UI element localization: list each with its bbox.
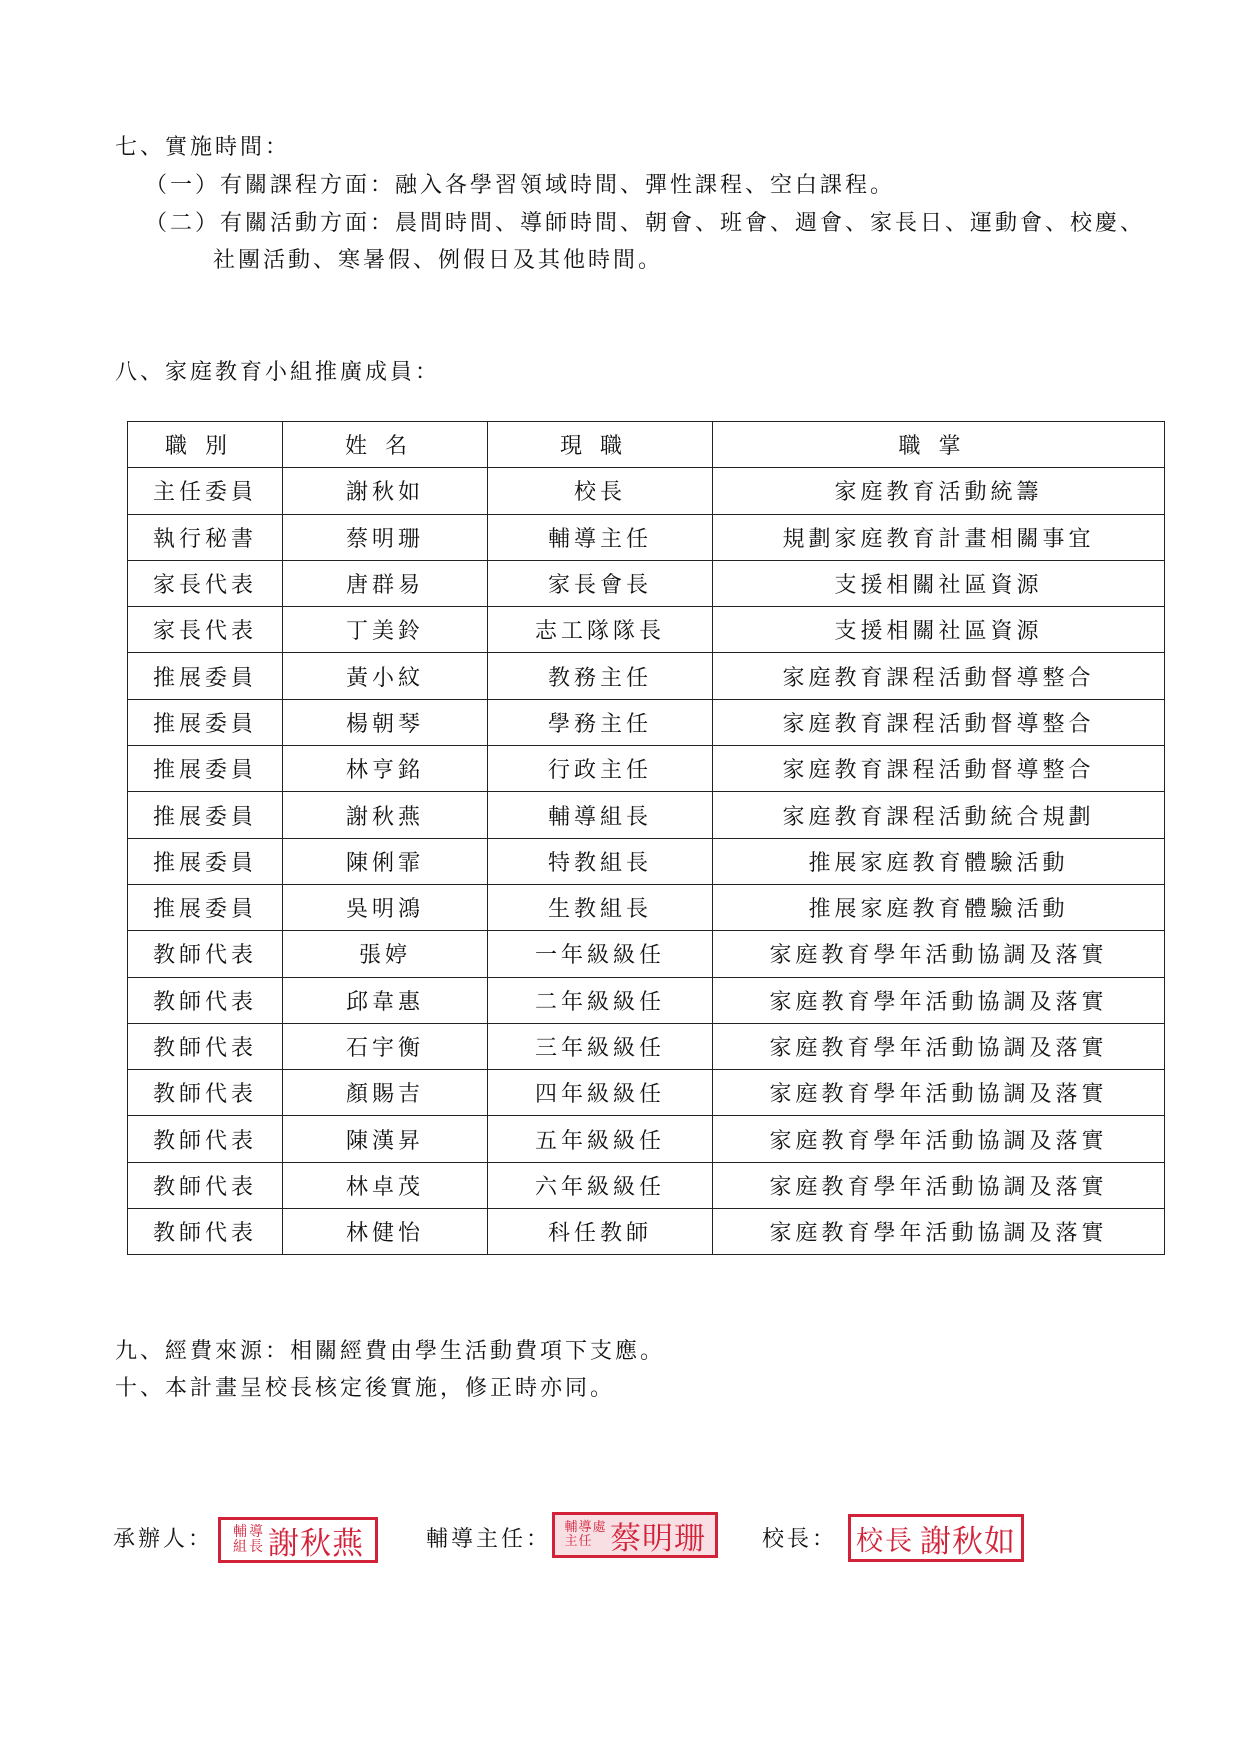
cell-position: 六年級級任 xyxy=(488,1162,713,1208)
table-row xyxy=(128,977,1165,1023)
cell-position: 輔導主任 xyxy=(488,514,713,560)
handler-seal-name: 謝秋燕 xyxy=(268,1525,364,1562)
table-row xyxy=(128,884,1165,930)
table-header-row xyxy=(128,422,1165,468)
cell-role: 推展委員 xyxy=(128,884,283,930)
cell-role: 教師代表 xyxy=(128,977,283,1023)
handler-seal-stamp xyxy=(218,1517,378,1563)
table-row xyxy=(128,560,1165,606)
cell-name: 丁美鈴 xyxy=(283,607,488,653)
cell-duty: 推展家庭教育體驗活動 xyxy=(713,838,1165,884)
cell-role: 推展委員 xyxy=(128,838,283,884)
director-seal-name: 蔡明珊 xyxy=(610,1520,706,1557)
section-7-item-2-line-2: 社團活動、寒暑假、例假日及其他時間。 xyxy=(213,248,664,273)
section-8-heading: 八、家庭教育小組推廣成員： xyxy=(115,360,441,385)
cell-role: 主任委員 xyxy=(128,468,283,514)
cell-name: 楊朝琴 xyxy=(283,699,488,745)
table-row xyxy=(128,653,1165,699)
cell-role: 教師代表 xyxy=(128,1209,283,1255)
table-row xyxy=(128,514,1165,560)
cell-position: 生教組長 xyxy=(488,884,713,930)
cell-position: 校長 xyxy=(488,468,713,514)
members-table-body xyxy=(128,468,1165,1255)
cell-name: 唐群易 xyxy=(283,560,488,606)
cell-name: 林亨銘 xyxy=(283,746,488,792)
principal-seal-title: 校長 xyxy=(856,1525,914,1557)
cell-position: 二年級級任 xyxy=(488,977,713,1023)
section-7-item-2-line-1: （二）有關活動方面：晨間時間、導師時間、朝會、班會、週會、家長日、運動會、校慶、 xyxy=(145,211,1146,236)
cell-role: 推展委員 xyxy=(128,792,283,838)
cell-name: 顏賜吉 xyxy=(283,1070,488,1116)
cell-name: 黃小紋 xyxy=(283,653,488,699)
cell-name: 邱韋惠 xyxy=(283,977,488,1023)
director-seal-title: 輔 導 處 主 任 xyxy=(564,1520,606,1549)
cell-position: 特教組長 xyxy=(488,838,713,884)
cell-duty: 家庭教育學年活動協調及落實 xyxy=(713,1023,1165,1069)
table-row xyxy=(128,792,1165,838)
cell-duty: 支援相關社區資源 xyxy=(713,560,1165,606)
section-10-approval: 十、本計畫呈校長核定後實施，修正時亦同。 xyxy=(115,1376,616,1401)
cell-duty: 支援相關社區資源 xyxy=(713,607,1165,653)
cell-duty: 家庭教育學年活動協調及落實 xyxy=(713,1070,1165,1116)
director-label: 輔導主任： xyxy=(426,1527,552,1552)
cell-duty: 家庭教育學年活動協調及落實 xyxy=(713,1162,1165,1208)
cell-position: 志工隊隊長 xyxy=(488,607,713,653)
section-7-item-1: （一）有關課程方面：融入各學習領域時間、彈性課程、空白課程。 xyxy=(145,173,896,198)
cell-role: 家長代表 xyxy=(128,560,283,606)
cell-role: 教師代表 xyxy=(128,1116,283,1162)
cell-role: 教師代表 xyxy=(128,1162,283,1208)
cell-duty: 家庭教育學年活動協調及落實 xyxy=(713,977,1165,1023)
table-row xyxy=(128,1023,1165,1069)
cell-position: 科任教師 xyxy=(488,1209,713,1255)
table-row xyxy=(128,1209,1165,1255)
column-header-position: 現職 xyxy=(488,422,713,468)
column-header-name: 姓名 xyxy=(283,422,488,468)
cell-position: 教務主任 xyxy=(488,653,713,699)
cell-position: 輔導組長 xyxy=(488,792,713,838)
table-row xyxy=(128,699,1165,745)
cell-position: 三年級級任 xyxy=(488,1023,713,1069)
principal-label: 校長： xyxy=(762,1527,838,1552)
cell-position: 一年級級任 xyxy=(488,931,713,977)
cell-duty: 家庭教育活動統籌 xyxy=(713,468,1165,514)
cell-role: 推展委員 xyxy=(128,653,283,699)
director-seal-stamp xyxy=(552,1512,718,1558)
cell-duty: 規劃家庭教育計畫相關事宜 xyxy=(713,514,1165,560)
cell-position: 行政主任 xyxy=(488,746,713,792)
section-9-funding: 九、經費來源：相關經費由學生活動費項下支應。 xyxy=(115,1339,666,1364)
table-row xyxy=(128,746,1165,792)
cell-position: 四年級級任 xyxy=(488,1070,713,1116)
cell-name: 陳漢昇 xyxy=(283,1116,488,1162)
cell-role: 教師代表 xyxy=(128,931,283,977)
cell-role: 家長代表 xyxy=(128,607,283,653)
cell-name: 張婷 xyxy=(283,931,488,977)
cell-role: 推展委員 xyxy=(128,699,283,745)
column-header-role: 職別 xyxy=(128,422,283,468)
column-header-duty: 職掌 xyxy=(713,422,1165,468)
section-7-heading: 七、實施時間： xyxy=(115,135,291,160)
handler-seal-title: 輔 導 組 長 xyxy=(233,1524,263,1555)
cell-name: 陳俐霏 xyxy=(283,838,488,884)
cell-duty: 家庭教育課程活動統合規劃 xyxy=(713,792,1165,838)
cell-duty: 家庭教育學年活動協調及落實 xyxy=(713,1209,1165,1255)
table-row xyxy=(128,1162,1165,1208)
cell-name: 吳明鴻 xyxy=(283,884,488,930)
table-row xyxy=(128,838,1165,884)
cell-position: 家長會長 xyxy=(488,560,713,606)
cell-duty: 家庭教育課程活動督導整合 xyxy=(713,746,1165,792)
cell-position: 五年級級任 xyxy=(488,1116,713,1162)
cell-name: 林健怡 xyxy=(283,1209,488,1255)
cell-duty: 家庭教育課程活動督導整合 xyxy=(713,653,1165,699)
cell-name: 林卓茂 xyxy=(283,1162,488,1208)
table-row xyxy=(128,468,1165,514)
cell-position: 學務主任 xyxy=(488,699,713,745)
principal-seal-name: 謝秋如 xyxy=(920,1523,1016,1560)
cell-name: 石宇衡 xyxy=(283,1023,488,1069)
table-row xyxy=(128,1070,1165,1116)
cell-name: 蔡明珊 xyxy=(283,514,488,560)
cell-name: 謝秋燕 xyxy=(283,792,488,838)
table-row xyxy=(128,931,1165,977)
cell-role: 教師代表 xyxy=(128,1023,283,1069)
members-table xyxy=(127,421,1165,1255)
table-row xyxy=(128,1116,1165,1162)
cell-role: 推展委員 xyxy=(128,746,283,792)
table-row xyxy=(128,607,1165,653)
cell-role: 執行秘書 xyxy=(128,514,283,560)
cell-name: 謝秋如 xyxy=(283,468,488,514)
cell-duty: 家庭教育課程活動督導整合 xyxy=(713,699,1165,745)
cell-duty: 家庭教育學年活動協調及落實 xyxy=(713,1116,1165,1162)
principal-seal-stamp xyxy=(848,1514,1024,1562)
handler-label: 承辦人： xyxy=(113,1527,214,1552)
cell-duty: 推展家庭教育體驗活動 xyxy=(713,884,1165,930)
cell-role: 教師代表 xyxy=(128,1070,283,1116)
cell-duty: 家庭教育學年活動協調及落實 xyxy=(713,931,1165,977)
